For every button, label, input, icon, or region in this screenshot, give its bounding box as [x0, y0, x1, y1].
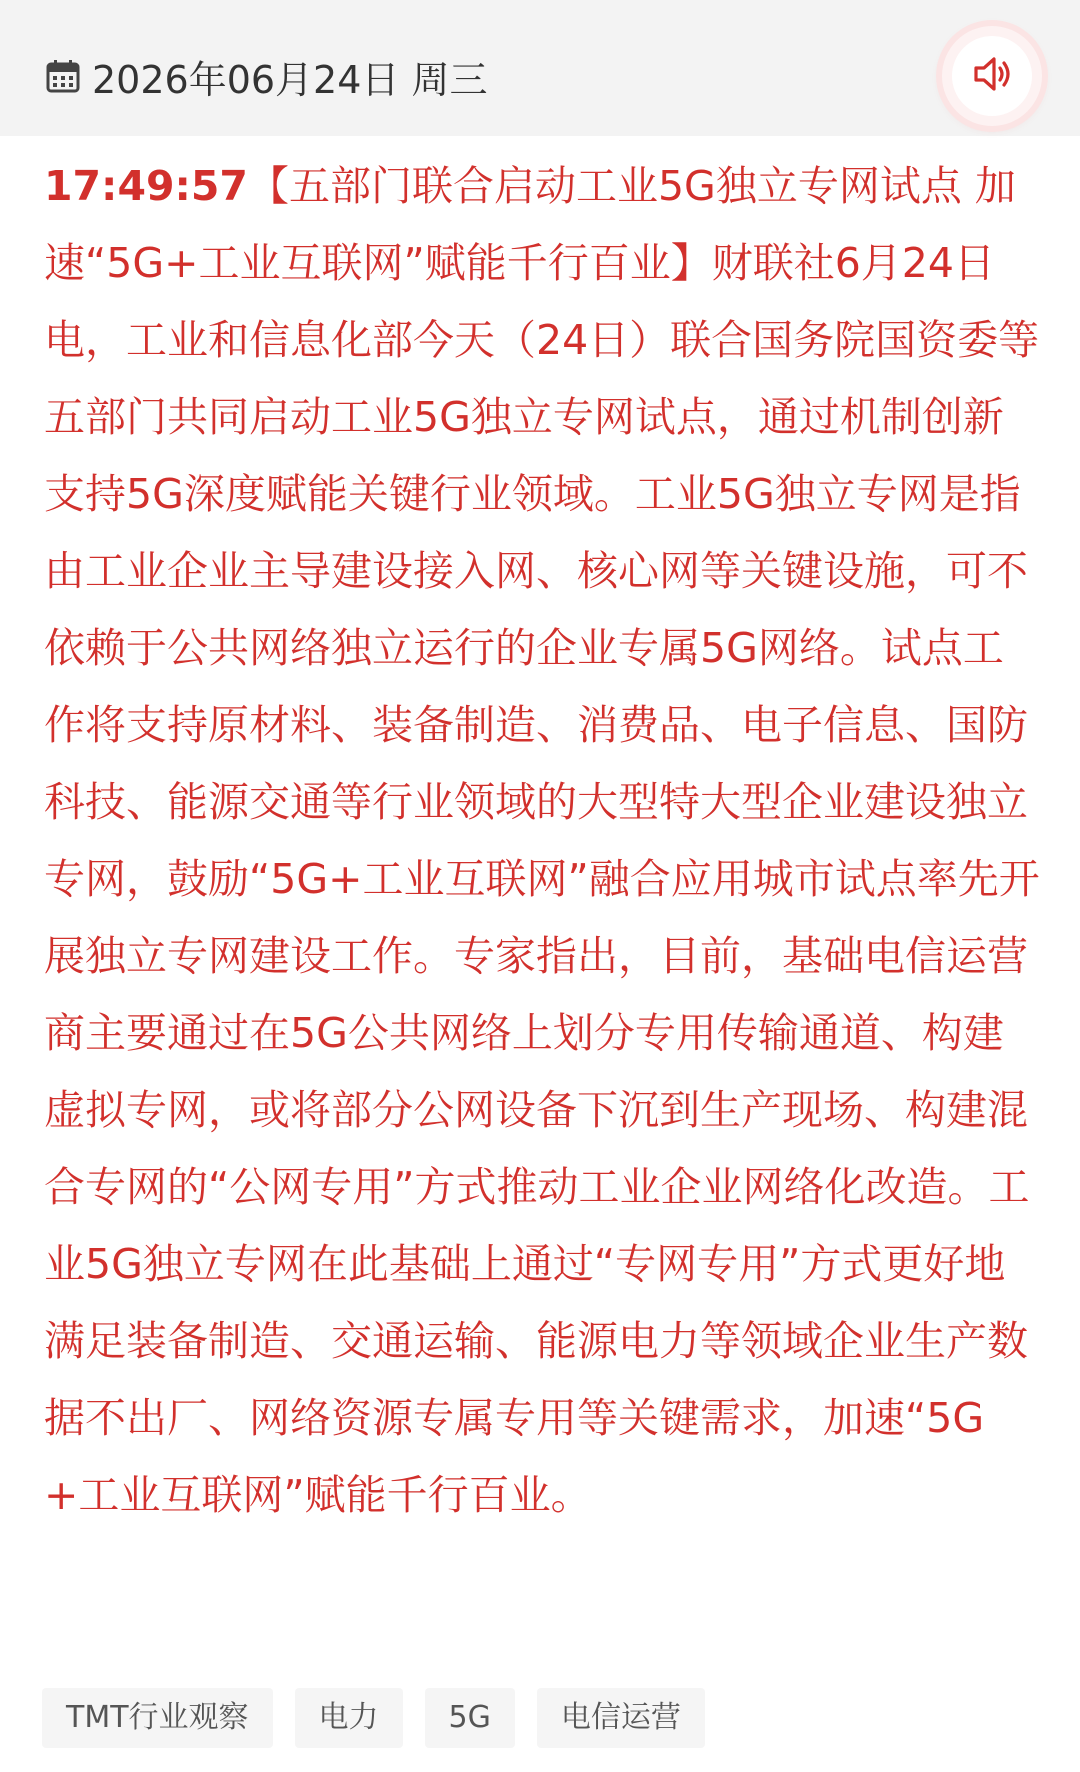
header-bar	[0, 0, 1080, 136]
speaker-icon	[970, 52, 1014, 100]
news-body: 【五部门联合启动工业5G独立专网试点 加速“5G+工业互联网”赋能千行百业】财联社6月24日电，工业和信息化部今天（24日）联合国务院国资委等五部门共同启动工业5G独立专网试点，通过机制创新支持5G深度赋能关键行业领域。工业5G独立专网是指由工业企业主导建设接入网、核心网等关键设施，可不依赖于公共网络独立运行的企业专属5G网络。试点工作将支持原材料、装备制造、消费品、电子信息、国防科技、能源交通等行业领域的大型特大型企业建设独立专网，鼓励“5G+工业互联网”融合应用城市试点率先开展独立专网建设工作。专家指出，目前，基础电信运营商主要通过在5G公共网络上划分专用传输通道、构建虚拟专网，或将部分公网设备下沉到生产现场、构建混合专网的“公网专用”方式推动工业企业网络化改造。工业5G独立专网在此基础上通过“专网专用”方式更好地满足装备制造、交通运输、能源电力等领域企业生产数据不出厂、网络资源专属专用等关键需求，加速“5G+工业互联网”赋能千行百业。	[44, 162, 1040, 1519]
news-article	[44, 148, 1040, 1534]
tag-power[interactable]: 电力	[295, 1688, 403, 1748]
news-time: 17:49:57	[44, 162, 248, 210]
date-text: 2026年06月24日 周三	[92, 57, 488, 102]
tag-tmt[interactable]: TMT行业观察	[42, 1688, 273, 1748]
calendar-icon	[46, 59, 80, 93]
tag-telecom[interactable]: 电信运营	[537, 1688, 705, 1748]
tag-5g[interactable]: 5G	[425, 1688, 515, 1748]
speaker-button-inner[interactable]	[952, 36, 1032, 116]
speaker-button[interactable]	[942, 26, 1042, 126]
date-row	[46, 48, 488, 104]
tag-list	[42, 1688, 705, 1748]
